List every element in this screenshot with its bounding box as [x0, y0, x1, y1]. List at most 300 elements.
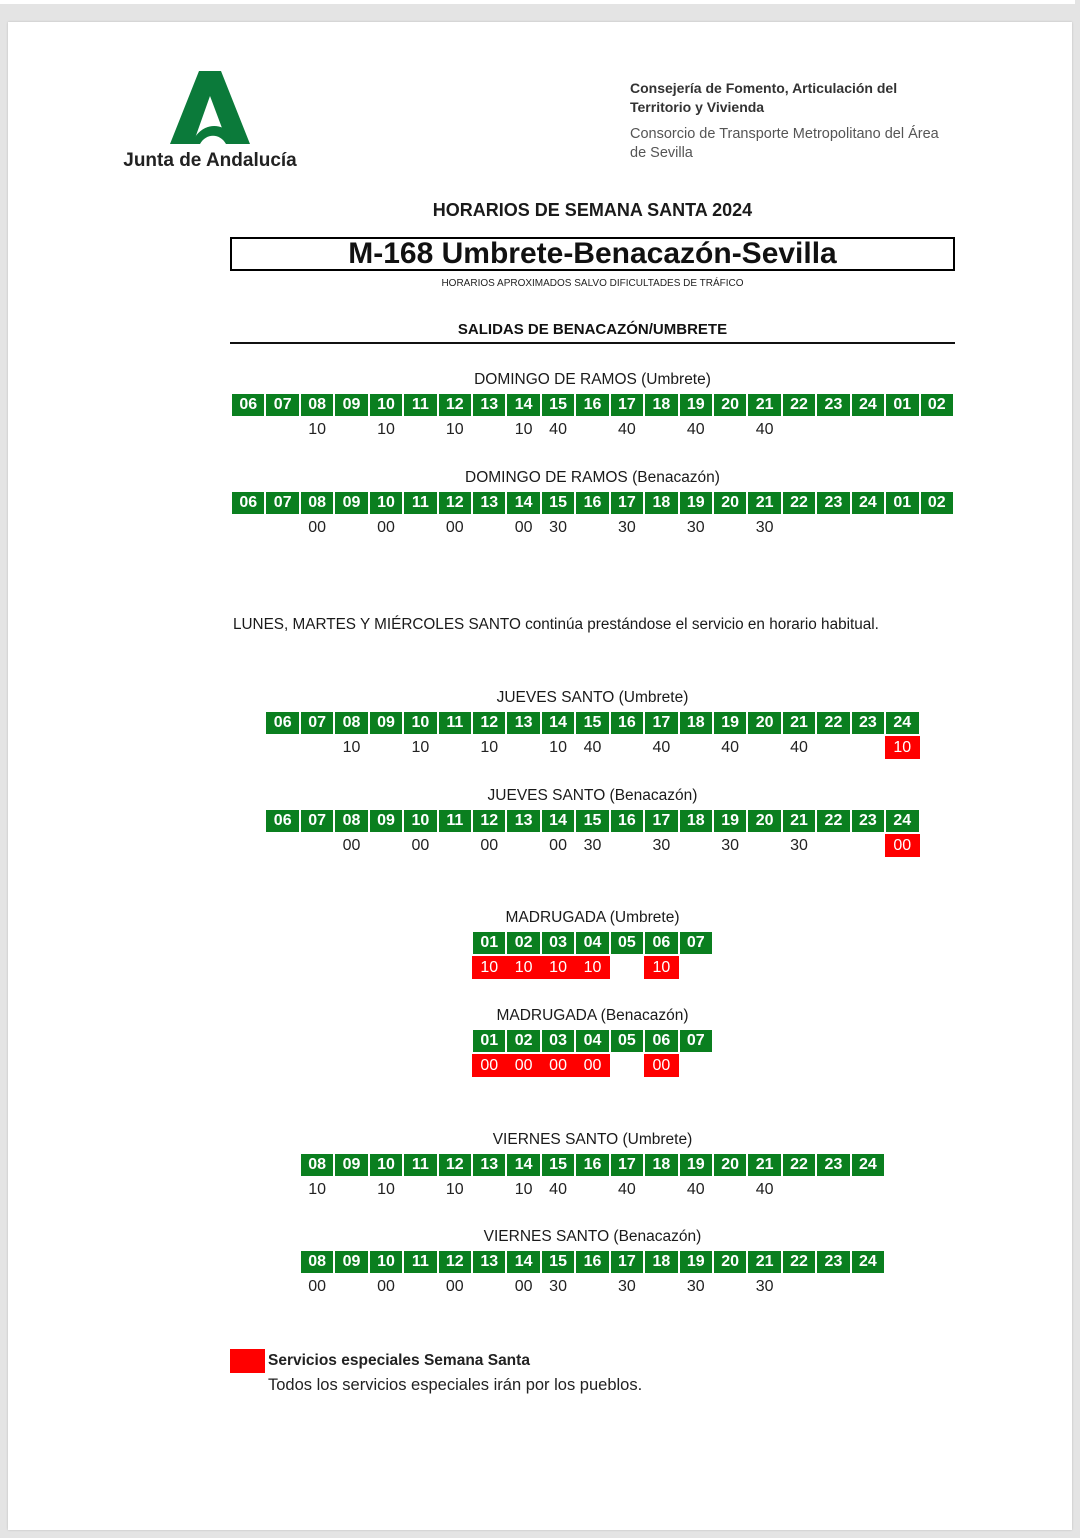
empty-slot: [472, 516, 506, 539]
hour-cell-12: 12: [438, 1154, 472, 1176]
hour-cell-23: 23: [816, 1251, 850, 1273]
hour-cell-21: 21: [747, 394, 781, 416]
hour-cell-07: 07: [679, 1030, 713, 1052]
empty-slot: [816, 418, 850, 441]
empty-slot: [782, 516, 816, 539]
departure-minute: 30: [755, 519, 774, 536]
departure-row: [230, 418, 955, 441]
consorcio-line-2: de Sevilla: [630, 145, 693, 161]
consejeria-line-1: Consejería de Fomento, Articulación del: [630, 80, 898, 96]
empty-slot: [851, 736, 885, 759]
special-departure-minute: 00: [541, 1054, 575, 1077]
empty-slot: [231, 418, 265, 441]
hour-cell-21: 21: [782, 712, 816, 734]
hour-cell-11: 11: [438, 810, 472, 832]
departure-row: [230, 834, 955, 857]
empty-slot: [644, 1178, 678, 1201]
schedule-domingo-benacazon: [230, 468, 955, 539]
section-divider: [230, 342, 955, 344]
hour-cell-10: 10: [369, 1154, 403, 1176]
special-departure-minute: 10: [506, 956, 540, 979]
departure-minute: 40: [549, 1181, 567, 1198]
hour-cell-17: 17: [610, 492, 644, 514]
empty-slot: [575, 418, 609, 441]
departure-minute: 40: [583, 739, 602, 756]
hour-cell-14: 14: [506, 1154, 540, 1176]
hour-cell-10: 10: [369, 1251, 403, 1273]
empty-slot: [610, 736, 644, 759]
hour-cell-01: 01: [885, 492, 919, 514]
hour-cell-09: 09: [334, 1251, 368, 1273]
hour-cell-18: 18: [679, 712, 713, 734]
hour-cell-16: 16: [575, 394, 609, 416]
hour-cell-19: 19: [679, 1154, 713, 1176]
empty-slot: [403, 1178, 437, 1201]
hour-cell-12: 12: [438, 1251, 472, 1273]
departure-minute: 30: [790, 837, 808, 854]
hour-cell-14: 14: [541, 810, 575, 832]
hour-cell-04: 04: [575, 932, 609, 954]
hour-row: [230, 1030, 955, 1052]
empty-slot: [610, 956, 644, 979]
hour-cell-01: 01: [472, 932, 506, 954]
hour-row: [230, 712, 955, 734]
hour-cell-07: 07: [300, 712, 334, 734]
hour-cell-15: 15: [541, 394, 575, 416]
hour-cell-09: 09: [369, 810, 403, 832]
hour-cell-20: 20: [713, 1251, 747, 1273]
hour-cell-13: 13: [506, 712, 540, 734]
departure-row: [230, 516, 955, 539]
empty-slot: [265, 516, 299, 539]
hour-cell-22: 22: [782, 492, 816, 514]
empty-slot: [782, 1275, 816, 1298]
schedule-title: VIERNES SANTO (Benacazón): [483, 1228, 702, 1245]
departure-minute: 00: [308, 1278, 327, 1295]
hour-cell-21: 21: [747, 1154, 781, 1176]
hour-cell-16: 16: [575, 1154, 609, 1176]
hour-cell-21: 21: [747, 1251, 781, 1273]
empty-slot: [885, 418, 919, 441]
hour-cell-06: 06: [265, 712, 299, 734]
hour-cell-15: 15: [541, 1154, 575, 1176]
departure-minute: 30: [618, 519, 636, 536]
hour-cell-14: 14: [506, 1251, 540, 1273]
hour-cell-08: 08: [334, 712, 368, 734]
schedule-madrugada-umbrete: [230, 908, 955, 979]
hour-cell-11: 11: [403, 492, 437, 514]
legend-note: Todos los servicios especiales irán por los pueblos.: [268, 1376, 643, 1394]
departure-minute: 00: [308, 519, 327, 536]
departure-minute: 10: [549, 739, 567, 756]
hour-cell-10: 10: [369, 394, 403, 416]
schedule-title: JUEVES SANTO (Benacazón): [487, 787, 698, 804]
hour-cell-24: 24: [851, 394, 885, 416]
hour-cell-10: 10: [369, 492, 403, 514]
hour-cell-17: 17: [610, 1251, 644, 1273]
hour-cell-02: 02: [506, 932, 540, 954]
hour-cell-11: 11: [438, 712, 472, 734]
hour-cell-08: 08: [300, 492, 334, 514]
departure-minute: 10: [445, 421, 464, 438]
consorcio-line-1: Consorcio de Transporte Metropolitano del Área: [630, 126, 939, 142]
departure-row: [230, 1054, 955, 1077]
consejeria-block: [630, 79, 897, 117]
hour-cell-01: 01: [472, 1030, 506, 1052]
hour-cell-13: 13: [472, 394, 506, 416]
hour-cell-02: 02: [506, 1030, 540, 1052]
hour-row: [230, 810, 955, 832]
departure-minute: 00: [549, 837, 567, 854]
hour-cell-18: 18: [644, 394, 678, 416]
empty-slot: [575, 516, 609, 539]
hour-cell-20: 20: [713, 394, 747, 416]
hour-cell-10: 10: [403, 712, 437, 734]
empty-slot: [369, 834, 403, 857]
document-title: HORARIOS DE SEMANA SANTA 2024: [432, 200, 753, 220]
departure-minute: 40: [618, 421, 636, 438]
empty-slot: [885, 516, 919, 539]
empty-slot: [265, 834, 299, 857]
schedule-title: JUEVES SANTO (Umbrete): [496, 689, 689, 706]
hour-cell-02: 02: [920, 394, 954, 416]
departure-minute: 00: [445, 519, 464, 536]
departure-minute: 00: [411, 837, 430, 854]
empty-slot: [782, 418, 816, 441]
schedule-jueves-umbrete: [230, 688, 955, 759]
schedule-title: DOMINGO DE RAMOS (Umbrete): [474, 371, 711, 388]
hour-cell-16: 16: [575, 492, 609, 514]
hour-cell-22: 22: [816, 810, 850, 832]
hour-cell-22: 22: [782, 1251, 816, 1273]
departure-minute: 00: [377, 1278, 395, 1295]
hour-cell-20: 20: [713, 492, 747, 514]
schedule-title: MADRUGADA (Benacazón): [496, 1007, 689, 1024]
hour-cell-23: 23: [816, 492, 850, 514]
hour-cell-01: 01: [885, 394, 919, 416]
empty-slot: [334, 418, 368, 441]
hour-cell-20: 20: [747, 810, 781, 832]
departure-minute: 00: [514, 519, 533, 536]
hour-cell-12: 12: [438, 394, 472, 416]
hour-cell-19: 19: [713, 712, 747, 734]
departure-minute: 10: [342, 739, 361, 756]
hour-cell-11: 11: [403, 1154, 437, 1176]
hour-cell-12: 12: [472, 810, 506, 832]
empty-slot: [851, 516, 885, 539]
hour-cell-06: 06: [265, 810, 299, 832]
departure-minute: 10: [480, 739, 499, 756]
hour-cell-07: 07: [265, 492, 299, 514]
consorcio-block: [630, 125, 939, 163]
departure-minute: 10: [377, 421, 395, 438]
hour-cell-23: 23: [851, 810, 885, 832]
departure-minute: 10: [514, 1181, 533, 1198]
departure-row: [230, 1178, 955, 1201]
departure-minute: 30: [618, 1278, 636, 1295]
hour-cell-11: 11: [403, 1251, 437, 1273]
hour-cell-06: 06: [231, 394, 265, 416]
departure-minute: 10: [514, 421, 533, 438]
departure-minute: 40: [618, 1181, 636, 1198]
hour-cell-14: 14: [506, 492, 540, 514]
special-departure-minute: 10: [885, 736, 919, 759]
departure-minute: 40: [755, 421, 774, 438]
legend-label: Servicios especiales Semana Santa: [268, 1352, 530, 1369]
departure-minute: 10: [377, 1181, 395, 1198]
hour-cell-07: 07: [300, 810, 334, 832]
consejeria-line-2: Territorio y Vivienda: [630, 99, 765, 115]
hour-cell-21: 21: [782, 810, 816, 832]
hour-cell-07: 07: [265, 394, 299, 416]
hour-cell-18: 18: [644, 1154, 678, 1176]
empty-slot: [816, 834, 850, 857]
hour-cell-08: 08: [300, 1154, 334, 1176]
empty-slot: [506, 736, 540, 759]
hour-cell-16: 16: [610, 712, 644, 734]
departure-minute: 30: [686, 1278, 705, 1295]
hour-cell-14: 14: [541, 712, 575, 734]
logo-text: Junta de Andalucía: [123, 150, 297, 171]
hour-cell-22: 22: [782, 1154, 816, 1176]
hour-cell-03: 03: [541, 1030, 575, 1052]
empty-slot: [851, 1178, 885, 1201]
disclaimer: HORARIOS APROXIMADOS SALVO DIFICULTADES DE TRÁFICO: [441, 278, 744, 289]
empty-slot: [713, 1275, 747, 1298]
empty-slot: [782, 1178, 816, 1201]
hour-cell-08: 08: [300, 1251, 334, 1273]
empty-slot: [265, 418, 299, 441]
empty-slot: [713, 516, 747, 539]
hour-cell-18: 18: [679, 810, 713, 832]
schedule-title: VIERNES SANTO (Umbrete): [492, 1131, 693, 1148]
departure-minute: 00: [514, 1278, 533, 1295]
special-departure-minute: 00: [506, 1054, 540, 1077]
special-departure-minute: 10: [575, 956, 609, 979]
hour-cell-21: 21: [747, 492, 781, 514]
hour-cell-24: 24: [851, 1251, 885, 1273]
hour-cell-07: 07: [679, 932, 713, 954]
hour-cell-20: 20: [713, 1154, 747, 1176]
departure-minute: 30: [686, 519, 705, 536]
weekday-note: LUNES, MARTES Y MIÉRCOLES SANTO continúa prestándose el servicio en horario habitual.: [233, 616, 879, 633]
departure-minute: 40: [686, 1181, 705, 1198]
departure-minute: 30: [721, 837, 740, 854]
departure-minute: 10: [308, 421, 327, 438]
hour-cell-05: 05: [610, 1030, 644, 1052]
departure-minute: 00: [377, 519, 395, 536]
hour-cell-15: 15: [575, 712, 609, 734]
hour-cell-19: 19: [679, 492, 713, 514]
departure-minute: 40: [755, 1181, 774, 1198]
departure-minute: 30: [583, 837, 602, 854]
schedule-madrugada-benacazon: [230, 1006, 955, 1077]
special-departure-minute: 00: [575, 1054, 609, 1077]
departure-minute: 30: [755, 1278, 774, 1295]
empty-slot: [334, 1275, 368, 1298]
hour-cell-04: 04: [575, 1030, 609, 1052]
empty-slot: [816, 736, 850, 759]
hour-cell-09: 09: [334, 1154, 368, 1176]
hour-cell-23: 23: [816, 1154, 850, 1176]
schedule-domingo-umbrete: [230, 370, 955, 441]
hour-cell-06: 06: [644, 1030, 678, 1052]
hour-cell-24: 24: [885, 810, 919, 832]
hour-cell-14: 14: [506, 394, 540, 416]
hour-cell-24: 24: [851, 492, 885, 514]
hour-cell-09: 09: [334, 492, 368, 514]
empty-slot: [300, 736, 334, 759]
hour-cell-17: 17: [610, 394, 644, 416]
hour-cell-13: 13: [506, 810, 540, 832]
hour-cell-17: 17: [644, 712, 678, 734]
hour-cell-18: 18: [644, 492, 678, 514]
viewer-top-edge: [0, 0, 1075, 4]
hour-row: [230, 1154, 955, 1176]
empty-slot: [920, 516, 954, 539]
special-departure-minute: 10: [472, 956, 506, 979]
hour-cell-12: 12: [472, 712, 506, 734]
hour-cell-09: 09: [369, 712, 403, 734]
departure-minute: 40: [652, 739, 671, 756]
empty-slot: [300, 834, 334, 857]
empty-slot: [747, 736, 781, 759]
departure-row: [230, 1275, 955, 1298]
schedule-jueves-benacazon: [230, 786, 955, 857]
empty-slot: [231, 516, 265, 539]
hour-cell-22: 22: [816, 712, 850, 734]
departure-minute: 00: [480, 837, 499, 854]
hour-row: [230, 932, 955, 954]
empty-slot: [403, 516, 437, 539]
departure-minute: 00: [342, 837, 361, 854]
hour-cell-23: 23: [816, 394, 850, 416]
hour-cell-22: 22: [782, 394, 816, 416]
empty-slot: [747, 834, 781, 857]
empty-slot: [403, 418, 437, 441]
hour-cell-03: 03: [541, 932, 575, 954]
section-heading: SALIDAS DE BENACAZÓN/UMBRETE: [457, 321, 728, 338]
hour-cell-24: 24: [851, 1154, 885, 1176]
hour-cell-16: 16: [575, 1251, 609, 1273]
empty-slot: [816, 1275, 850, 1298]
hour-cell-15: 15: [541, 492, 575, 514]
hour-cell-08: 08: [300, 394, 334, 416]
empty-slot: [679, 1054, 713, 1077]
junta-de-andalucia-logo: [168, 70, 252, 146]
special-departure-minute: 00: [885, 834, 919, 857]
empty-slot: [472, 1178, 506, 1201]
hour-row: [230, 1251, 955, 1273]
hour-cell-20: 20: [747, 712, 781, 734]
hour-cell-23: 23: [851, 712, 885, 734]
empty-slot: [506, 834, 540, 857]
hour-cell-19: 19: [679, 394, 713, 416]
empty-slot: [644, 516, 678, 539]
departure-row: [230, 956, 955, 979]
hour-cell-13: 13: [472, 1154, 506, 1176]
hour-cell-05: 05: [610, 932, 644, 954]
empty-slot: [438, 834, 472, 857]
empty-slot: [679, 736, 713, 759]
special-service-swatch: [230, 1349, 265, 1373]
hour-cell-08: 08: [334, 810, 368, 832]
schedule-title: MADRUGADA (Umbrete): [505, 909, 680, 926]
empty-slot: [575, 1178, 609, 1201]
empty-slot: [816, 1178, 850, 1201]
departure-minute: 30: [652, 837, 671, 854]
hour-cell-19: 19: [679, 1251, 713, 1273]
schedule-viernes-benacazon: [230, 1227, 955, 1298]
line-name-box: M-168 Umbrete-Benacazón-Sevilla: [230, 237, 955, 271]
departure-minute: 40: [721, 739, 740, 756]
special-departure-minute: 00: [644, 1054, 678, 1077]
empty-slot: [816, 516, 850, 539]
special-departure-minute: 10: [541, 956, 575, 979]
departure-minute: 40: [549, 421, 567, 438]
hour-cell-19: 19: [713, 810, 747, 832]
hour-cell-17: 17: [610, 1154, 644, 1176]
hour-cell-09: 09: [334, 394, 368, 416]
departure-minute: 00: [445, 1278, 464, 1295]
empty-slot: [713, 418, 747, 441]
empty-slot: [713, 1178, 747, 1201]
empty-slot: [575, 1275, 609, 1298]
departure-minute: 10: [445, 1181, 464, 1198]
empty-slot: [851, 1275, 885, 1298]
hour-cell-15: 15: [575, 810, 609, 832]
departure-minute: 30: [549, 1278, 567, 1295]
hour-row: [230, 394, 955, 416]
empty-slot: [679, 956, 713, 979]
empty-slot: [438, 736, 472, 759]
hour-cell-11: 11: [403, 394, 437, 416]
hour-cell-06: 06: [231, 492, 265, 514]
empty-slot: [369, 736, 403, 759]
hour-cell-17: 17: [644, 810, 678, 832]
empty-slot: [644, 418, 678, 441]
hour-cell-18: 18: [644, 1251, 678, 1273]
departure-minute: 10: [308, 1181, 327, 1198]
hour-cell-13: 13: [472, 492, 506, 514]
hour-cell-16: 16: [610, 810, 644, 832]
empty-slot: [334, 1178, 368, 1201]
departure-minute: 10: [411, 739, 430, 756]
hour-row: [230, 492, 955, 514]
hour-cell-13: 13: [472, 1251, 506, 1273]
hour-cell-12: 12: [438, 492, 472, 514]
empty-slot: [851, 834, 885, 857]
special-departure-minute: 00: [472, 1054, 506, 1077]
schedule-title: DOMINGO DE RAMOS (Benacazón): [465, 469, 720, 486]
empty-slot: [334, 516, 368, 539]
empty-slot: [851, 418, 885, 441]
departure-minute: 30: [549, 519, 567, 536]
empty-slot: [403, 1275, 437, 1298]
departure-minute: 40: [790, 739, 808, 756]
schedule-viernes-umbrete: [230, 1130, 955, 1201]
empty-slot: [610, 1054, 644, 1077]
hour-cell-02: 02: [920, 492, 954, 514]
hour-cell-10: 10: [403, 810, 437, 832]
departure-minute: 40: [686, 421, 705, 438]
empty-slot: [472, 1275, 506, 1298]
special-departure-minute: 10: [644, 956, 678, 979]
hour-cell-24: 24: [885, 712, 919, 734]
hour-cell-15: 15: [541, 1251, 575, 1273]
empty-slot: [644, 1275, 678, 1298]
hour-cell-06: 06: [644, 932, 678, 954]
